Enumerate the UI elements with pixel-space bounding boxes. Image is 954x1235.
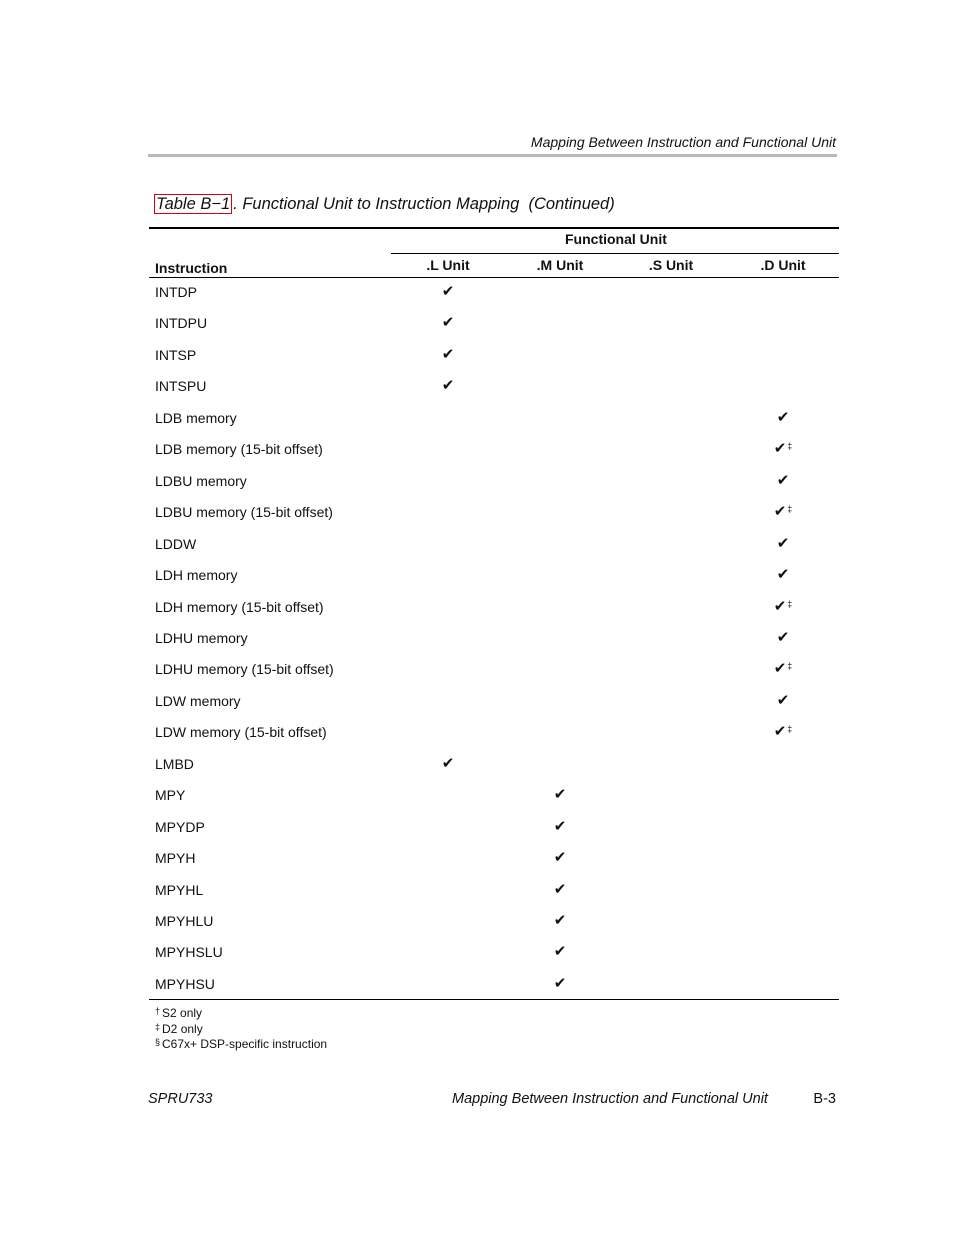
instruction-name: LDW memory (15-bit offset)	[155, 724, 327, 741]
unit-check-mark	[428, 376, 468, 394]
footer-doc-id: SPRU733	[148, 1091, 213, 1107]
unit-check-mark	[540, 911, 580, 929]
instruction-name: LDBU memory (15-bit offset)	[155, 504, 333, 521]
footnote-text: S2 only	[162, 1006, 203, 1020]
check-mark-icon: ✔	[553, 943, 567, 961]
check-mark-icon: ✔	[776, 691, 790, 709]
check-mark-icon: ✔	[773, 723, 787, 741]
instruction-name: LDW memory	[155, 692, 241, 709]
running-head: Mapping Between Instruction and Functional Unit	[530, 134, 836, 150]
unit-check-mark	[763, 439, 803, 457]
unit-check-mark	[763, 408, 803, 426]
check-mark-icon: ✔	[553, 974, 567, 992]
unit-check-mark	[540, 942, 580, 960]
column-header-l-unit: .L Unit	[426, 257, 470, 273]
instruction-name: MPYH	[155, 850, 196, 867]
check-mark-icon: ✔	[441, 377, 455, 395]
instruction-name: INTSP	[155, 346, 197, 363]
footnote-marker: ‡	[787, 661, 793, 672]
caption-separator: .	[233, 195, 238, 213]
instruction-name: INTSPU	[155, 378, 207, 395]
unit-check-mark	[428, 345, 468, 363]
instruction-name: MPYHSLU	[155, 944, 223, 961]
column-header-d-unit: .D Unit	[760, 257, 806, 273]
check-mark-icon: ✔	[441, 283, 455, 300]
instruction-name: MPYHSU	[155, 975, 215, 992]
footnote-marker: ‡	[787, 441, 793, 452]
unit-check-mark	[763, 502, 803, 520]
check-mark-icon: ✔	[553, 817, 567, 835]
footnote-text: D2 only	[162, 1021, 203, 1036]
instruction-name: LDH memory (15-bit offset)	[155, 598, 324, 615]
instruction-name: LDHU memory (15-bit offset)	[155, 661, 334, 678]
instruction-name: LDB memory	[155, 409, 237, 426]
column-header-instruction: Instruction	[155, 260, 228, 276]
instruction-name: MPYHLU	[155, 913, 214, 929]
instruction-name: LMBD	[155, 755, 194, 772]
footnote-item	[155, 1006, 202, 1020]
instruction-name: LDB memory (15-bit offset)	[155, 441, 323, 458]
footnote-marker: ‡	[787, 598, 793, 609]
unit-check-mark	[763, 691, 803, 709]
footer-title: Mapping Between Instruction and Functional Unit	[452, 1091, 768, 1107]
unit-check-mark	[763, 628, 803, 646]
column-header-m-unit: .M Unit	[536, 257, 584, 273]
check-mark-icon: ✔	[776, 566, 790, 584]
instruction-name: LDH memory	[155, 567, 238, 584]
unit-check-mark	[763, 471, 803, 489]
check-mark-icon: ✔	[776, 628, 790, 646]
check-mark-icon: ✔	[441, 754, 455, 772]
instruction-name: INTDPU	[155, 315, 208, 332]
check-mark-icon: ✔	[773, 440, 787, 458]
instruction-name: LDHU memory	[155, 629, 248, 646]
unit-check-mark	[540, 785, 580, 803]
check-mark-icon: ✔	[773, 597, 787, 615]
instruction-name: MPYDP	[155, 818, 205, 835]
unit-check-mark	[540, 817, 580, 835]
table-bottom-rule	[149, 999, 839, 1000]
footnote-symbol: §	[155, 1037, 161, 1047]
check-mark-icon: ✔	[553, 912, 567, 929]
instruction-name: LDBU memory	[155, 472, 247, 489]
instruction-name: MPYHL	[155, 881, 204, 898]
unit-check-mark	[540, 848, 580, 866]
footnote-text: C67x+ DSP-specific instruction	[162, 1037, 328, 1051]
check-mark-icon: ✔	[776, 471, 790, 489]
footnote-symbol: †	[155, 1006, 161, 1016]
unit-check-mark	[540, 974, 580, 992]
unit-check-mark	[763, 565, 803, 583]
check-mark-icon: ✔	[553, 880, 567, 898]
caption-title: Functional Unit to Instruction Mapping (Continued)	[237, 195, 615, 213]
check-mark-icon: ✔	[776, 408, 790, 426]
check-mark-icon: ✔	[773, 503, 787, 521]
unit-check-mark	[763, 722, 803, 740]
check-mark-icon: ✔	[773, 660, 787, 678]
footnote-item	[155, 1037, 327, 1051]
unit-check-mark	[428, 313, 468, 331]
check-mark-icon: ✔	[441, 314, 455, 332]
footnote-marker: ‡	[787, 724, 793, 735]
unit-check-mark	[428, 282, 468, 300]
unit-check-mark	[763, 534, 803, 552]
header-bottom-rule	[149, 277, 839, 278]
instruction-name: LDDW	[155, 535, 197, 552]
check-mark-icon: ✔	[553, 786, 567, 804]
table-reference-link[interactable]: Table B−1	[156, 195, 231, 213]
check-mark-icon: ✔	[776, 534, 790, 552]
unit-check-mark	[763, 597, 803, 615]
group-header-functional-unit: Functional Unit	[565, 231, 667, 247]
footnote-item	[155, 1022, 203, 1036]
unit-check-mark	[540, 880, 580, 898]
group-header-rule	[391, 253, 839, 254]
header-rule	[148, 154, 837, 157]
unit-check-mark	[428, 754, 468, 772]
column-header-s-unit: .S Unit	[648, 257, 694, 273]
unit-check-mark	[763, 659, 803, 677]
check-mark-icon: ✔	[441, 345, 455, 363]
instruction-name: MPY	[155, 787, 186, 804]
page-number: B-3	[813, 1091, 836, 1107]
footnote-marker: ‡	[787, 504, 793, 515]
check-mark-icon: ✔	[553, 849, 567, 867]
instruction-name: INTDP	[155, 284, 197, 300]
table-caption	[154, 195, 615, 214]
table-top-rule	[149, 227, 839, 229]
footnote-symbol: ‡	[155, 1021, 161, 1032]
